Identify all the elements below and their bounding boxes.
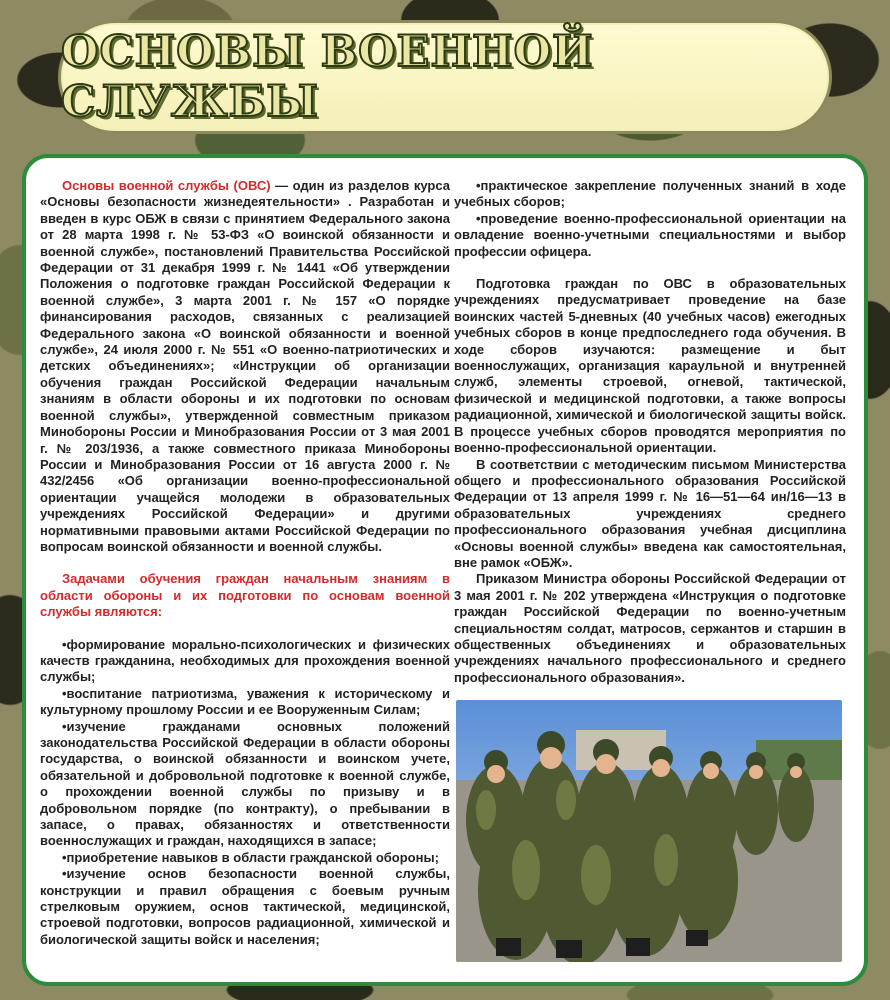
soldiers-photo xyxy=(456,700,842,962)
list-item: •изучение гражданами основных положений законодательства Российской Федерации в области обороны государства, о воинской обязанности и воинском учете, обязательной и добровольной подготовке к военной службе, о прохождении военной службы по призыву и в добровольном порядке (по контракту), о пребывании в запасе, о правах, обязанностях и ответственности военнослужащих и граждан, находящихся в запасе; xyxy=(40,718,450,849)
right-column xyxy=(454,178,846,686)
body-paragraph: В соответствии с методическим письмом Министерства общего и профессионального образования Российской Федерации от 13 апреля 1999 г. № 16—51—64 ин/16—13 в образовательных учреждениях среднего профессионального образования учебная дисциплина «Основы военной службы» введена как самостоятельная, вне рамок «ОБЖ». xyxy=(454,456,846,570)
title-banner xyxy=(58,20,832,134)
left-column xyxy=(40,178,450,948)
tasks-heading: Задачами обучения граждан начальным знаниям в области обороны и их подготовки по основам военной службы являются: xyxy=(40,571,450,620)
list-item: •практическое закрепление полученных знаний в ходе учебных сборов; xyxy=(454,178,846,210)
intro-text: — один из разделов курса «Основы безопасности жизнедеятельности» . Разработан и введен в курс ОБЖ в связи с принятием Федерального закона от 28 марта 1998 г. № 53-ФЗ «О воинской обязанности и военной службе», постановлений Правительства Российской Федерации от 31 декабря 1999 г. № 1441 «Об утверждении Положения о подготовке граждан Российской Федерации к военной службе», 3 марта 2001 г. № 157 «О порядке финансирования расходов, связанных с реализацией Федерального закона «О воинской обязанности и военной службе», 24 июля 2000 г. № 551 «О военно-патриотических и детских объединениях»; «Инструкции об организации обучения граждан Российской Федерации начальным знаниям в области обороны и их подготовки по основам военной службы», утвержденной совместным приказом Минобороны России и Минобразования России от 3 мая 2001 г. № 203/1936, а также совместного приказа Минобороны России и Минобразования России от 16 августа 2000 г. № 432/2456 «Об организации военно-профессиональной ориентации учащейся молодежи в образовательных учреждениях Российской Федерации» и другими нормативными правовыми актами Российской Федерации по вопросам воинской обязанности и военной службы. xyxy=(40,178,450,554)
page-title: ОСНОВЫ ВОЕННОЙ СЛУЖБЫ xyxy=(61,27,594,127)
list-item: •проведение военно-профессиональной ориентации на овладение военно-учетными специальностями и выбор профессии офицера. xyxy=(454,210,846,259)
list-item: •формирование морально-психологических и физических качеств гражданина, необходимых для прохождения военной службы; xyxy=(40,636,450,685)
body-paragraph: Подготовка граждан по ОВС в образовательных учреждениях предусматривает проведение на базе воинских частей 5-дневных (40 учебных часов) ежегодных учебных сборов в конце предпоследнего года обучения. В ходе сборов изучаются: размещение и быт военнослужащих, организация караульной и внутренней служб, элементы строевой, огневой, тактической, физической и медицинской подготовки, а также вопросы радиационной, химической и биологической защиты войск. В процессе учебных сборов проводятся мероприятия по военно-профессиональной ориентации. xyxy=(454,276,846,456)
intro-paragraph xyxy=(40,178,450,555)
list-item: •изучение основ безопасности военной службы, конструкции и правил обращения с боевым ручным стрелковым оружием, основ тактической, медицинской, строевой подготовки, вопросов радиационной, химической и биологической защиты войск и населения; xyxy=(40,866,450,947)
content-panel xyxy=(22,154,868,986)
body-paragraph: Приказом Министра обороны Российской Федерации от 3 мая 2001 г. № 202 утверждена «Инструкция о подготовке граждан Российской Федерации по военно-учетным специальностям солдат, матросов, сержантов и старшин в общественных объединениях и образовательных учреждениях начального профессионального и среднего профессионального образования». xyxy=(454,571,846,685)
intro-lead: Основы военной службы (ОВС) xyxy=(62,178,271,193)
list-item: •приобретение навыков в области гражданской обороны; xyxy=(62,849,439,865)
list-item: •воспитание патриотизма, уважения к историческому и культурному прошлому России и ее Вооруженным Силам; xyxy=(40,685,450,718)
